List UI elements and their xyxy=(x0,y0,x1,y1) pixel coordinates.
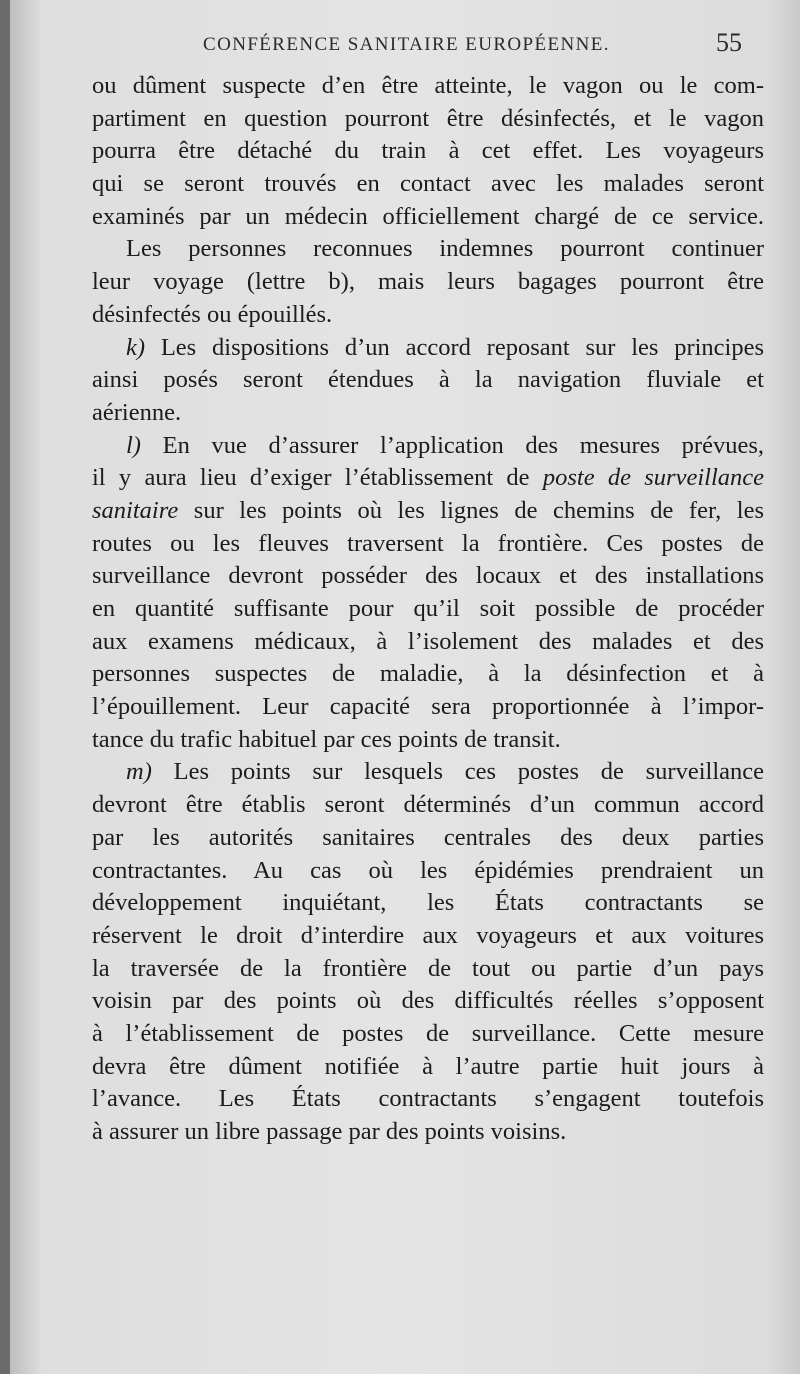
text-line: routes ou les fleuves traversent la frontière. Ces postes de xyxy=(92,529,764,557)
text-line xyxy=(92,462,764,495)
text-line: Les personnes reconnues indemnes pourront continuer xyxy=(126,235,764,263)
text-line: pourra être détaché du train à cet effet. Les voyageurs xyxy=(92,137,764,165)
text-line: par les autorités sanitaires centrales des deux parties xyxy=(92,823,764,851)
text-line: l’épouillement. Leur capacité sera proportionnée à l’impor- xyxy=(92,693,764,721)
text-line: réservent le droit d’interdire aux voyageurs et aux voitures xyxy=(92,921,764,949)
page-header xyxy=(10,28,800,68)
text-line: ou dûment suspecte d’en être atteinte, le vagon ou le com- xyxy=(92,72,764,99)
text-run: sur les points où les lignes de chemins de fer, les xyxy=(193,496,764,524)
paragraph-m-line xyxy=(92,756,764,789)
book-page xyxy=(10,0,800,1374)
text-line xyxy=(92,495,764,528)
paragraph-l-text: En vue d’assurer l’application des mesures prévues, xyxy=(162,431,764,459)
text-line: qui se seront trouvés en contact avec les malades seront xyxy=(92,170,764,198)
text-line: tance du trafic habituel par ces points de transit. xyxy=(92,725,561,753)
italic-term: poste de surveillance xyxy=(542,464,764,492)
paragraph-l-line xyxy=(92,430,764,463)
text-line: la traversée de la frontière de tout ou partie d’un pays xyxy=(92,954,764,982)
text-line: aérienne. xyxy=(92,398,182,426)
paragraph-k-text: Les dispositions d’un accord reposant sur les principes xyxy=(160,333,764,361)
text-line: à assurer un libre passage par des points voisins. xyxy=(92,1118,567,1145)
paragraph-k-line xyxy=(92,332,764,365)
text-line: aux examens médicaux, à l’isolement des malades et des xyxy=(92,627,764,655)
text-line: l’avance. Les États contractants s’engagent toutefois xyxy=(92,1085,764,1113)
text-line: développement inquiétant, les États contractants se xyxy=(92,889,764,917)
text-line: partiment en question pourront être désinfectés, et le vagon xyxy=(92,104,764,132)
text-line: leur voyage (lettre b), mais leurs bagages pourront être xyxy=(92,268,764,296)
text-line: ainsi posés seront étendues à la navigation fluviale et xyxy=(92,366,764,394)
page-number: 55 xyxy=(716,28,742,57)
paragraph-m-text: Les points sur lesquels ces postes de surveillance xyxy=(173,758,764,786)
paragraph-marker-k: k) xyxy=(126,333,146,361)
text-line: personnes suspectes de maladie, à la désinfection et à xyxy=(92,660,764,688)
paragraph-marker-m: m) xyxy=(126,758,152,786)
paragraph-marker-l: l) xyxy=(126,431,141,459)
text-line: voisin par des points où des difficultés réelles s’opposent xyxy=(92,987,764,1015)
text-line: examinés par un médecin officiellement chargé de ce service. xyxy=(92,202,764,230)
text-line: désinfectés ou épouillés. xyxy=(92,300,333,328)
running-title: CONFÉRENCE SANITAIRE EUROPÉENNE. xyxy=(203,34,610,55)
text-run: il y aura lieu d’exiger l’établissement de xyxy=(92,464,530,492)
page-body xyxy=(92,70,764,1149)
text-line: surveillance devront posséder des locaux et des installations xyxy=(92,562,764,590)
italic-term: sanitaire xyxy=(92,496,179,524)
text-line: devront être établis seront déterminés d’un commun accord xyxy=(92,791,764,819)
text-line: en quantité suffisante pour qu’il soit possible de procéder xyxy=(92,595,764,622)
text-line: à l’établissement de postes de surveillance. Cette mesure xyxy=(92,1019,764,1047)
text-line: devra être dûment notifiée à l’autre partie huit jours à xyxy=(92,1052,764,1080)
text-line: contractantes. Au cas où les épidémies prendraient un xyxy=(92,856,764,884)
